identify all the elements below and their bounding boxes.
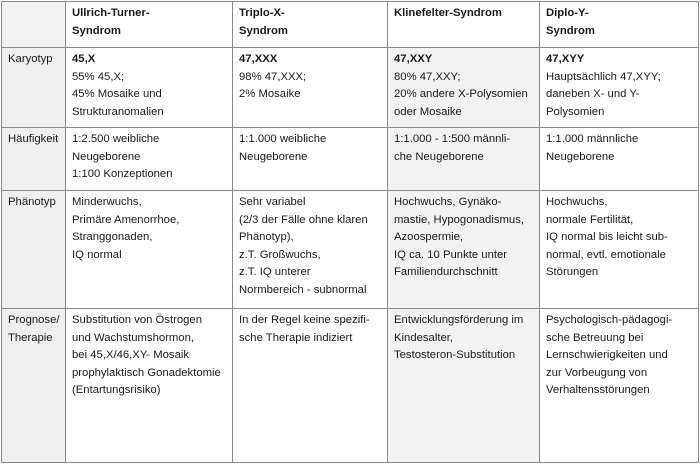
header-klinefelter: Klinefelter-Syndrom bbox=[388, 2, 540, 48]
cell-haeufigkeit-ullrich-turner: 1:2.500 weibliche Neugeborene 1:100 Konzeptionen bbox=[66, 128, 233, 191]
header-row bbox=[2, 2, 699, 48]
header-diplo-y: Diplo-Y- Syndrom bbox=[540, 2, 699, 48]
cell-prognose-diplo-y: Psychologisch-pädagogi- sche Betreuung bei Lernschwierigkeiten und zur Vorbeugung von Verhaltensstörungen bbox=[540, 309, 699, 463]
cell-karyotyp-klinefelter: 47,XXY 80% 47,XXY; 20% andere X-Polysomien oder Mosaike bbox=[388, 48, 540, 128]
cell-haeufigkeit-triplo-x: 1:1.000 weibliche Neugeborene bbox=[233, 128, 388, 191]
cell-karyotyp-ullrich-turner: 45,X 55% 45,X; 45% Mosaike und Strukturanomalien bbox=[66, 48, 233, 128]
cell-prognose-ullrich-turner: Substitution von Östrogen und Wachstumshormon, bei 45,X/46,XY- Mosaik prophylaktisch Gonadektomie (Entartungsrisiko) bbox=[66, 309, 233, 463]
cell-phaenotyp-triplo-x: Sehr variabel (2/3 der Fälle ohne klaren Phänotyp), z.T. Großwuchs, z.T. IQ unterer Normbereich - subnormal bbox=[233, 191, 388, 309]
cell-phaenotyp-klinefelter: Hochwuchs, Gynäko- mastie, Hypogonadismus, Azoospermie, IQ ca. 10 Punkte unter Familiendurchschnitt bbox=[388, 191, 540, 309]
syndrome-comparison-table bbox=[1, 1, 699, 463]
corner-cell bbox=[2, 2, 66, 48]
row-haeufigkeit bbox=[2, 128, 699, 191]
row-label-prognose-therapie: Prognose/ Therapie bbox=[2, 309, 66, 463]
row-label-haeufigkeit: Häufigkeit bbox=[2, 128, 66, 191]
header-triplo-x: Triplo-X- Syndrom bbox=[233, 2, 388, 48]
row-prognose-therapie bbox=[2, 309, 699, 463]
cell-prognose-triplo-x: In der Regel keine spezifi- sche Therapie indiziert bbox=[233, 309, 388, 463]
row-karyotyp bbox=[2, 48, 699, 128]
row-label-karyotyp: Karyotyp bbox=[2, 48, 66, 128]
cell-phaenotyp-diplo-y: Hochwuchs, normale Fertilität, IQ normal bis leicht sub- normal, evtl. emotionale Störungen bbox=[540, 191, 699, 309]
cell-haeufigkeit-klinefelter: 1:1.000 - 1:500 männli- che Neugeborene bbox=[388, 128, 540, 191]
row-phaenotyp bbox=[2, 191, 699, 309]
cell-karyotyp-triplo-x: 47,XXX 98% 47,XXX; 2% Mosaike bbox=[233, 48, 388, 128]
cell-karyotyp-diplo-y: 47,XYY Hauptsächlich 47,XYY; daneben X- und Y- Polysomien bbox=[540, 48, 699, 128]
header-ullrich-turner: Ullrich-Turner- Syndrom bbox=[66, 2, 233, 48]
cell-phaenotyp-ullrich-turner: Minderwuchs, Primäre Amenorrhoe, Stranggonaden, IQ normal bbox=[66, 191, 233, 309]
cell-haeufigkeit-diplo-y: 1:1.000 männliche Neugeborene bbox=[540, 128, 699, 191]
cell-prognose-klinefelter: Entwicklungsförderung im Kindesalter, Testosteron-Substitution bbox=[388, 309, 540, 463]
row-label-phaenotyp: Phänotyp bbox=[2, 191, 66, 309]
